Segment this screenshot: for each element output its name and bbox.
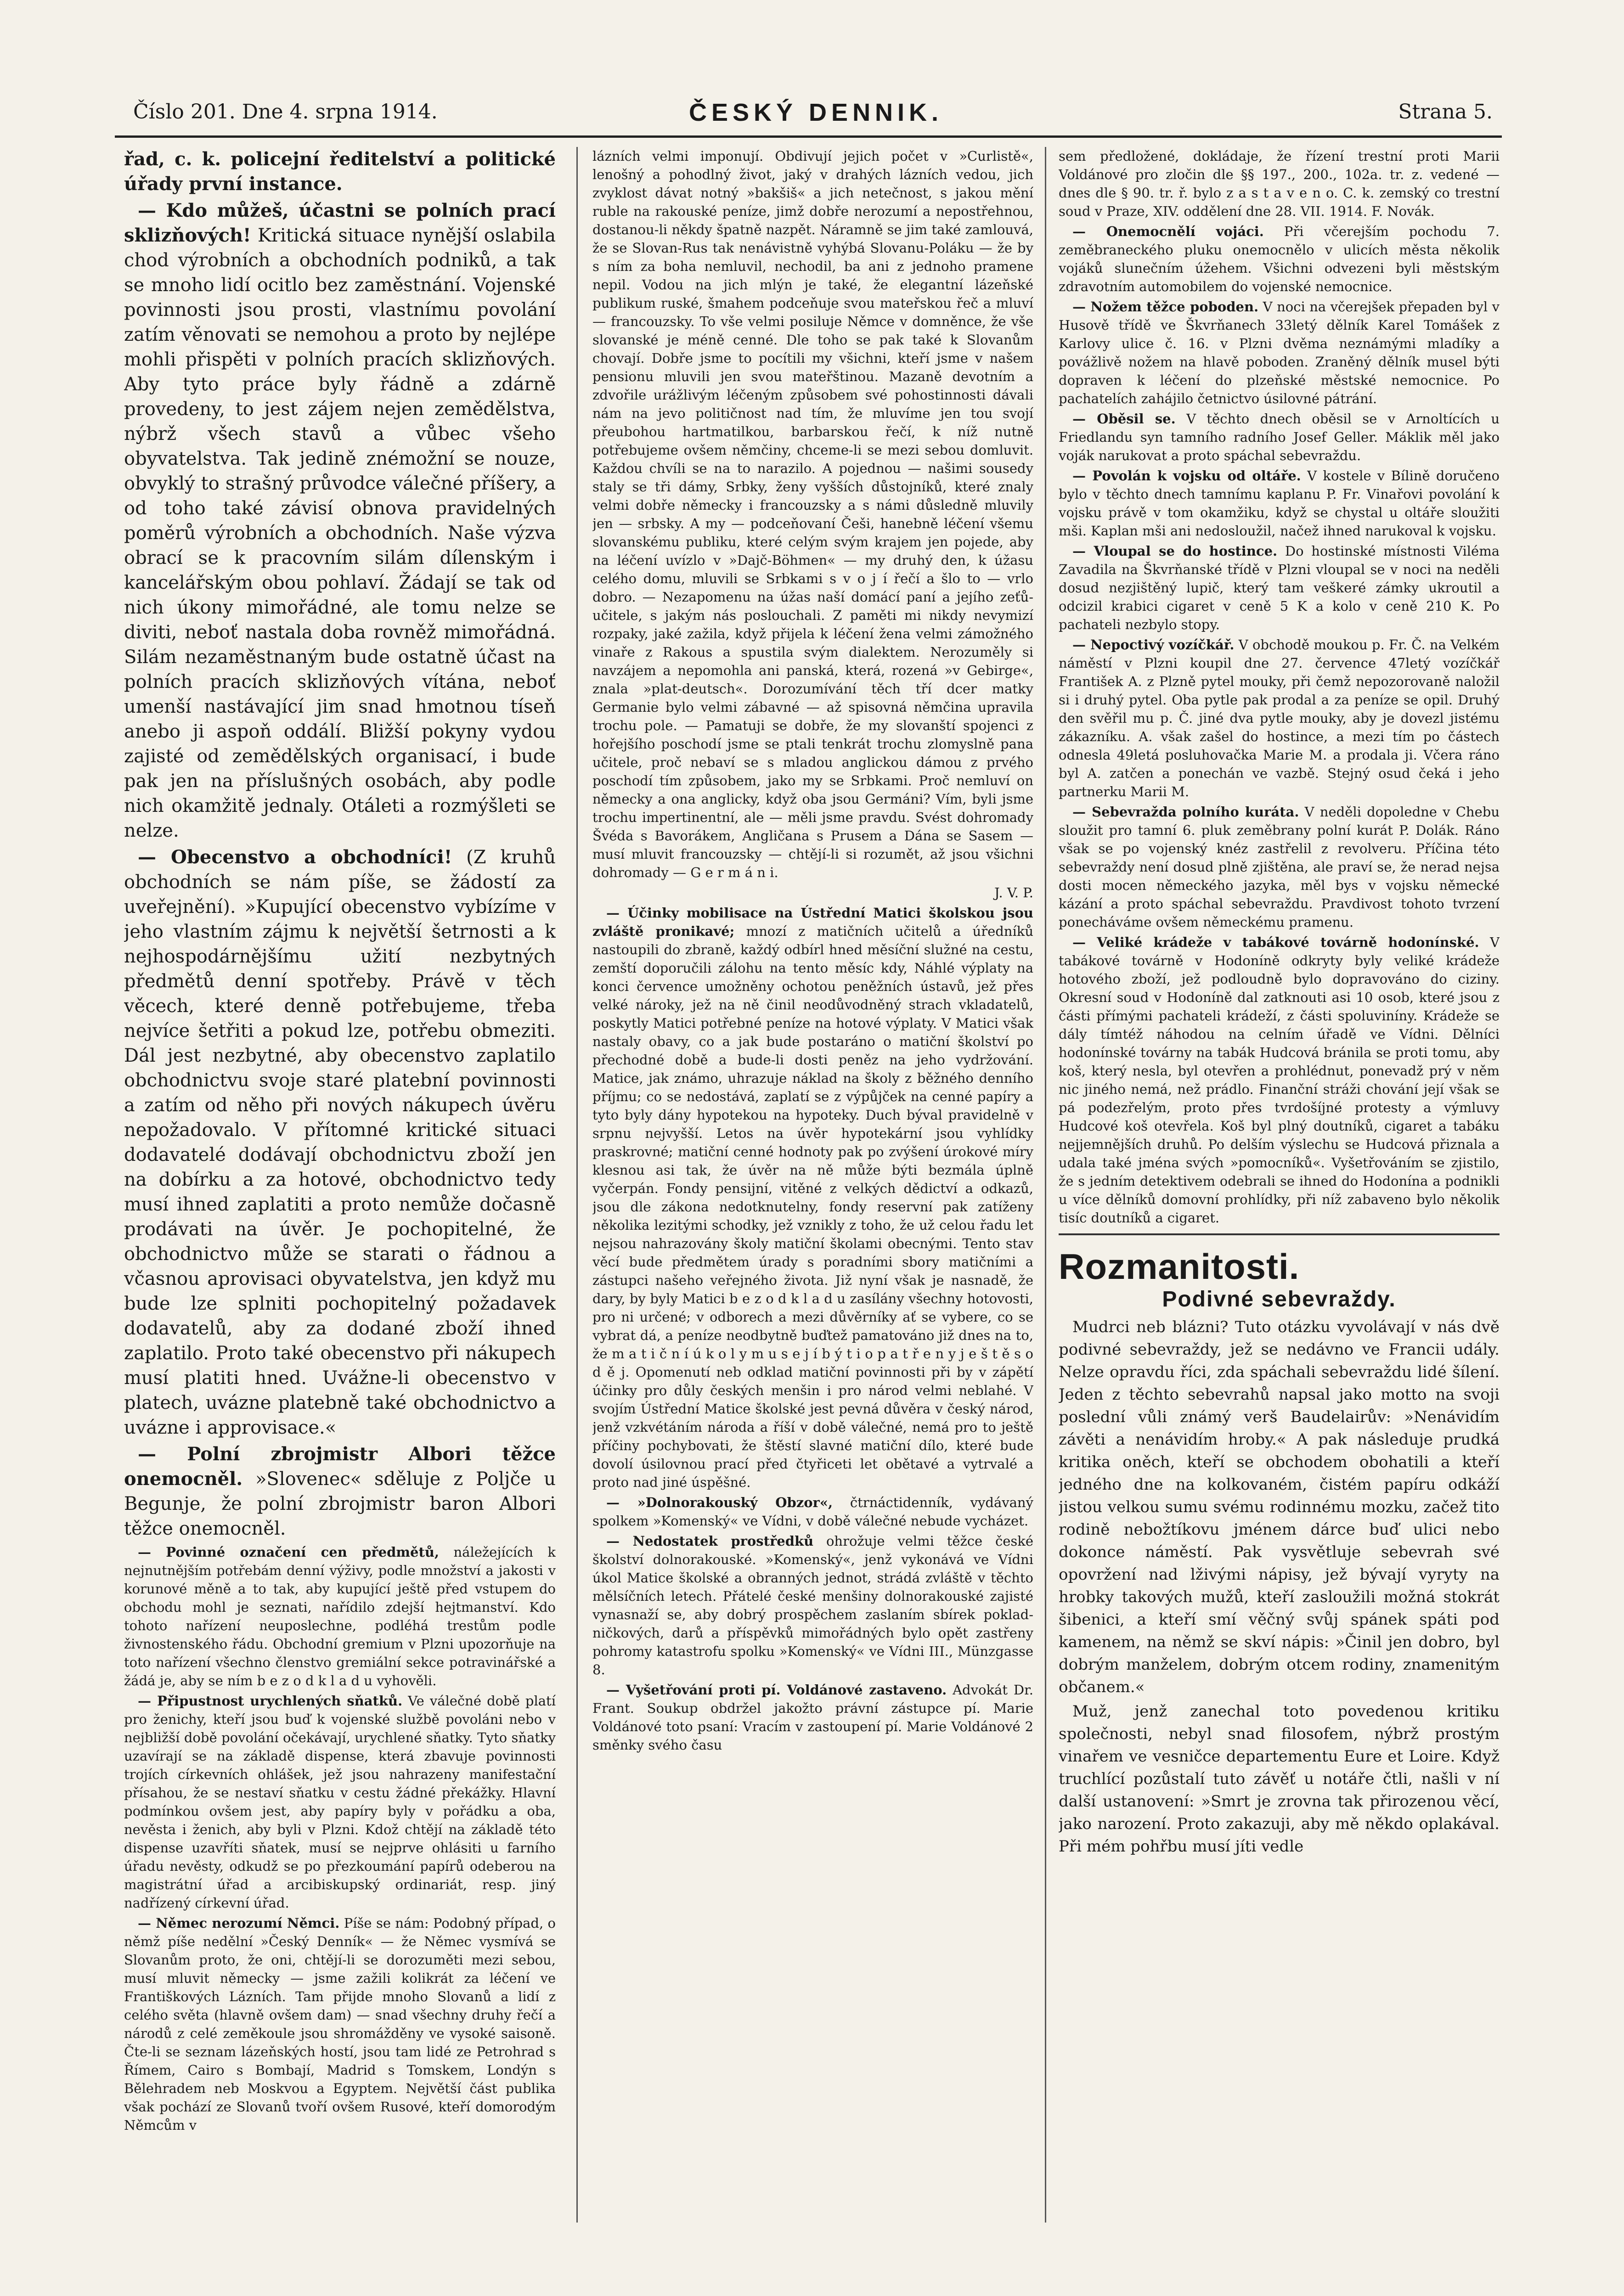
masthead bbox=[115, 92, 1502, 138]
article-text: V neděli dopoledne v Chebu sloužit pro tamní 6. pluk zeměbrany polní kurát P. Dolák. Ráno však se po vojenský knéz zastřelil z revolveru. Příčina této sebevraždy není dosud plně zjištěna, ale praví se, že nerad nejsa dosti mocen německého jazyka, měl bys v vojsku německé kázání a proto spáchal sebevraždu. Pravdivost tohoto tvrzení ponecháváme ovšem německému pramenu. bbox=[1059, 804, 1500, 930]
article-text: V těchto dnech oběsil se v Arnoltících u Friedlandu syn tamního radního Josef Geller. Máklik měl jako voják narukovat a proto spáchal sebevraždu. bbox=[1059, 411, 1500, 463]
article-text: V obchodě moukou p. Fr. Č. na Velkém náměstí v Plzni koupil dne 27. července 47letý vozíčkář František A. z Plzně pytel mouky, při čemž nepozorovaně naložil si i druhý pytel. Oba pytle pak prodal a za peníze se opil. Druhý den svěřil mu p. Č. jiné dva pytle mouky, aby je dovezl jistému zákazníku. A. však zašel do hostince, a mezi tím po částech odnesla 49letá posluhovačka Marie M. a prodala ji. Včera ráno byl A. zatčen a ponechán ve vazbě. Stejný osud čeká i jeho partnerku Marii M. bbox=[1059, 637, 1500, 799]
article-heading: — Povinné označení cen předmětů, bbox=[138, 1544, 440, 1560]
section-divider bbox=[1059, 1233, 1500, 1235]
article-heading: — Vloupal se do hostince. bbox=[1072, 543, 1278, 559]
article-text: Ve válečné době platí pro ženichy, kteří jsou buď k vojenské službě povoláni nebo v nejbližší době povolání očekávají, urychlené sňatky. Tyto sňatky uzavírají se na základě dispense, která zbavuje povinnosti trojích církevních ohlášek, jež jsou nahrazeny manifestační přísahou, že se nestaví sňatku v cestu žádné překážky. Hlavní podmínkou ovšem jest, aby papíry byly v pořádku a oba, nevěsta i ženich, aby byli v Plzni. Kdož chtějí na základě této dispense uzavříti sňatek, musí se nejprve ohlásiti u farního úřadu nevěsty, odkudž se po přezkoumání papírů odeberou na magistrátní úřad a arcibiskupský ordinariát, resp. jiný nadřízený církevní úřad. bbox=[124, 1693, 556, 1911]
article-heading: — Obecenstvo a obchodníci! bbox=[138, 846, 452, 868]
article-text: Do hostinské místnosti Viléma Zavadila na Škvrňanské třídě v Plzni vloupal se v noci na neděli dosud nezjištěný lupič, který tam veškeré zámky ukroutil a odcizil krabici cigaret v ceně 5 K a kolo v ceně 210 K. Po pachateli nezbylo stopy. bbox=[1059, 543, 1500, 632]
article-body bbox=[124, 845, 556, 1440]
issue-date: Číslo 201. Dne 4. srpna 1914. bbox=[133, 100, 438, 124]
article-body bbox=[1059, 467, 1500, 540]
article-heading: — Sebevražda polního kuráta. bbox=[1072, 804, 1299, 820]
article-body bbox=[124, 1914, 556, 2134]
newspaper-title: ČESKÝ DENNIK. bbox=[689, 99, 943, 126]
article-text: (Z kruhů obchodních se nám píše, se žádostí za uveřejnění). »Kupující obecenstvo vybízíme v jeho vlastním zájmu k největší šetrnosti a k nejhospodárnějšímu užití nezbytných předmětů denní spotřeby. Právě v těch věcech, které denně potřebujeme, třeba nejvíce šetřiti a pokud lze, potřebu obmeziti. Dál jest nezbytné, aby obecenstvo zaplatilo obchodnictvu svoje staré platební povinnosti a zatím od něho při nových nákupech úvěru nepožadovalo. V přítomné kritické situaci dodavatelé dodávají obchodnictvu zboží jen na dobírku a za hotové, obchodnictvo tedy musí ihned zaplatiti a proto nemůže dočasně prodávati na úvěr. Je pochopitelné, že obchodnictvo může se starati o řádnou a včasnou aprovisaci obyvatelstva, jen když mu bude lze splniti pochopitelný požadavek dodavatelů, aby za dodané zboží ihned zaplatilo. Proto také obecenstvo při nákupech musí platiti hned. Uvážne-li obecenstvo v platech, uvázne platebně také obchodnictvo a uvázne i approvisace.« bbox=[124, 847, 556, 1438]
article-body bbox=[592, 904, 1033, 1491]
article-heading: — Vyšetřování proti pí. Voldánové zastaveno. bbox=[606, 1682, 947, 1698]
article-body bbox=[1059, 803, 1500, 931]
article-text: mnozí z matičních učitelů a úředníků nastoupili do zbraně, každý odbírl hned měsíční služné na cestu, zemští doporučili zálohu na tento měsíc kdy, Náhlé výplaty na konci července umožněny ochotou peněžních ústavů, jež přes velké nároky, jež na ně činil neodůvodněný strach vkladatelů, poskytly Matici potřebné peníze na hotové výplaty. V Matici však nastaly obavy, co a jak bude postaráno o matiční školství po přechodné době a bude-li dosti peněz na jeho vydržování. Matice, jak známo, uhrazuje náklad na školy z běžného denního příjmu; co se nedostává, zaplatí se z výpůjček na cenné papíry a tyto byly dány hypotekou na hypoteky. Duch býval pravidelně v srpnu nejvyšší. Letos na úvěr hypotekární jsou vyhlídky praskrovné; matiční cenné hodnoty pak po zvýšení úrokové míry klesnou asi tak, že úvěr na ně může býti bezmála úplně vyčerpán. Fondy pensijní, vitěné z velkých dědictví a odkazů, jsou dle zákona nedotknutelny, fondy reservní pak zatíženy několika lezitými schodky, jež vznikly z toho, že už celou řadu let nejsou nahrazovány školy matiční školami obecnými. Tento stav věcí bude předmětem úrady s poradními sbory matičními a zástupci našeho veřejného života. Již nyní však je nasnadě, že dary, by byly Matici b e z o d k l a d u zasílány všechny hotovosti, pro ni určené; v odborech a mezi důvěrníky ať se vybere, co se vybrat dá, a peníze neodbytně buďtež pamatováno již dnes na to, že m a t i č n í ú k o l y m u s e j í b ý t i o p a t ř e n y j e š t ě s o d ě j. Opomenutí neb odklad matiční povinnosti při by v zápětí účinky pro důly českých menšin i pro národ velmi neblahé. V svojím Ústřední Matice školské jest pevná důvěra v český národ, jenž vzkvétáním národa a říší v době válečné, nemá pro to ještě příčiny pochybovati, že štěstí slavné matiční dílo, které bude dovolí úsilovnou prací před čtyřiceti let obětavé a vytrvalé a proto nad jiné úspěšné. bbox=[592, 923, 1033, 1490]
article-text: Kritická situace nynější oslabila chod výrobních a obchodních podniků, a tak se mnoho lidí ocitlo bez zaměstnání. Vojenské povinnosti jsou prosti, vlastnímu povolání zatím věnovati se nemohou a proto by nejlépe mohli přispěti v polních pracích sklizňových. Aby tyto práce byly řádně a zdárně provedeny, to jest zájem nejen zemědělstva, nýbrž všech stavů a vůbec všeho obyvatelstva. Tak jedině znémožní se nouze, obvyklý to strašný průvodce válečné příšery, a od toho také závisí obnova pravidelných poměrů výrobních a obchodních. Naše výzva obrací se k pracovním silám dílenským i kancelářským obou pohlaví. Žádají se tak od nich úkony mimořádné, ale tomu nelze se diviti, neboť nastala doba rovněž mimořádná. Silám nezaměstnaným bude ostatně účast na polních pracích sklizňových vítána, neboť umenší nastávající jim snad hmotnou tíseň anebo ji aspoň oddálí. Bližší pokyny vydou zajisté od zemědělských organisací, i bude pak jen na příslušných osobách, aby podle nich okamžitě jednaly. Otáleti a rozmýšleti se nelze. bbox=[124, 225, 556, 841]
article-body bbox=[1059, 410, 1500, 465]
article-text: V kostele v Bílině doručeno bylo v těchto dnech tamnímu kaplanu P. Fr. Vinařovi povolání k vojsku právě v tom okamžiku, když se chystal u oltáře sloužiti mši. Kaplan mši ani nedosloužil, načež ihned narukoval k vojsku. bbox=[1059, 468, 1500, 539]
article-body bbox=[1059, 933, 1500, 1227]
article-body bbox=[124, 198, 556, 843]
article-body bbox=[1059, 636, 1500, 801]
section-title: Rozmanitosti. bbox=[1059, 1246, 1300, 1287]
article-text: čtrnáctidenník, vydávaný spolkem »Komenský« ve Vídni, v době válečné nebude vycházet. bbox=[592, 1495, 1033, 1529]
newspaper-page bbox=[115, 92, 1502, 2232]
article-title: Podivné sebevraždy. bbox=[1162, 1287, 1396, 1311]
article-heading: — »Dolnorakouský Obzor«, bbox=[606, 1495, 833, 1510]
article-signature: J. V. P. bbox=[994, 885, 1033, 900]
article-text: sem předložené, dokládaje, že řízení trestní proti Marii Voldánové pro zločin dle §§ 197., 200., 102a. tr. z. vedené — dnes dle § 90. tr. ř. bylo z a s t a v e n o. C. k. zemský co trestní soud v Praze, XIV. oddělení dne 28. VII. 1914. F. Novák. bbox=[1059, 148, 1500, 219]
article-heading: — Polní zbrojmistr Albori těžce onemocněl. bbox=[124, 1443, 556, 1490]
article-body bbox=[592, 1493, 1033, 1530]
article-heading: — Onemocnělí vojáci. bbox=[1072, 224, 1264, 239]
article-heading: — Kdo můžeš, účastni se polních prací sklizňových! bbox=[124, 200, 556, 246]
article-heading: — Nožem těžce poboden. bbox=[1072, 299, 1259, 315]
article-text: Muž, jenž zanechal toto povedenou kritiku společnosti, nebyl snad filosofem, nýbrž prostým vinařem ve vesničce departementu Eure et Loire. Když truchlící pozůstalí tuto závěť u notáře čtli, našli v ní další ustanovení: »Smrt je zrovna tak přirozenou věcí, jako narození. Proto zakazuji, aby mě někdo oplakával. Při mém pohřbu musí jíti vedle bbox=[1059, 1702, 1500, 1856]
page-number: Strana 5. bbox=[1398, 100, 1493, 124]
article-body bbox=[124, 1442, 556, 1541]
article-heading: — Veliké krádeže v tabákové továrně hodonínské. bbox=[1072, 934, 1479, 950]
column-divider bbox=[1045, 147, 1046, 2223]
article-heading: — Němec nerozumí Němci. bbox=[138, 1915, 340, 1931]
article-text: V tabákové továrně v Hodoníně odkryty byly veliké krádeže hotového zboží, jež podloudně bylo dopravováno do ciziny. Okresní soud v Hodoníně dal zatknouti asi 10 osob, které jsou z části přímými pachateli krádeží, z části spoluviníny. Krádeže se dály tímtéž náhodou na celním úřadě ve Vídni. Dělníci hodonínské továrny na tabák Hudcová bránila se proti tomu, aby koš, který nesla, byl otevřen a prohlédnut, ponevadž prý v něm nic jiného nemá, než prádlo. Finanční stráži chování její však se pá podezřelým, proto přes tvrdošíjné protesty a výmluvy Hudcové koš otevřela. Koš byl plný doutníků, cigaret a tabáku nejjemnějších druhů. Po delším výslechu se Hudcová přiznala a udala také jména svých »pomocníků«. Vyšetřováním se zjistilo, že s jedním detektivem odebrali se ihned do Hodonína a podnikli u více dělníků domovní prohlídky, při níž zabaveno bylo několik tisíc doutníků a cigaret. bbox=[1059, 934, 1500, 1226]
column-divider bbox=[576, 147, 578, 2223]
article-text: Píše se nám: Podobný případ, o němž píše nedělní »Český Denník« — že Němec vysmívá se Slovanům proto, že oni, chtějí-li se dorozuměti mezi sebou, musí mluvit německy — jsme zažili kolikrát za léčení ve Františkových Lázních. Tam přijde mnoho Slovanů a lidí z celého světa (hlavně ovšem dam) — snad všechny druhy řečí a národů z celé zeměkoule jsou shromážděny ve vysoké saisoně. Čte-li se seznam lázeňských hostí, jsou tam lidé ze Petrohrad s Římem, Cairo s Bombají, Madrid s Tomskem, Londýn s Bělehradem neb Moskvou a Egyptem. Největší část publika však pochází ze Slovanů tvoří ovšem Rusové, kteří domorodým Němcům v bbox=[124, 1915, 556, 2133]
article-body bbox=[1059, 222, 1500, 296]
article-text: Mudrci neb blázni? Tuto otázku vyvolávají v nás dvě podivné sebevraždy, jež se nedávno ve Francii udály. Nelze opravdu říci, zda spáchali sebevraždu lidé šílení. Jeden z těchto sebevrahů napsal jako motto na svoji poslední vůli známý verš Baudelairův: »Nenávidím závěti a nenávidím hroby.« A pak následuje prudká kritika oněch, kteří se obchodem obohatili a kteří jedného dne na kolkovaném, čistém papíru odkáží jistou velkou sumu svému rodinnému mozku, začež tito rodině nebožtíkovu jménem dárce buď ulici nebo dokonce náměstí. Pak vysvětluje sebevrah své opovržení nad lživými nápisy, jež bývají vyryty na hrobky takových mužů, kteří zasloužili možná stokrát šibenici, a kteří smí věčný svůj spánek spáti pod kamenem, na němž se skví nápis: »Činil jen dobro, byl dobrým manželem, dobrým otcem rodiny, znamenitým občanem.« bbox=[1059, 1318, 1500, 1696]
article-text: náležejících k nejnutnějším potřebám denní výživy, podle množství a jakosti v korunové měně a to tak, aby kupující ještě před vstupem do obchodu mohl je seznati, nařídilo zdejší hejtmanství. Kdo tohoto nařízení neuposlechne, podléhá trestům podle živnostenského řádu. Obchodní gremium v Plzni upozorňuje na toto nařízení všechno členstvo gremiální sekce potravinářské a žádá je, aby se ním b e z o d k l a d u vyhověli. bbox=[124, 1544, 556, 1688]
article-text: Při včerejším pochodu 7. zeměbraneckého pluku onemocnělo v ulicích města několik vojáků slunečním úžehem. Všichni odvezeni byli městským zdravotním automobilem do vojenské nemocnice. bbox=[1059, 224, 1500, 294]
article-heading: — Účinky mobilisace na Ústřední Matici školskou jsou zvláště pronikavé; bbox=[592, 905, 1033, 939]
article-body bbox=[1059, 542, 1500, 634]
article-text: řad, c. k. policejní ředitelství a politické úřady první instance. bbox=[124, 148, 556, 195]
article-body bbox=[124, 1692, 556, 1912]
article-heading: — Oběsil se. bbox=[1072, 411, 1176, 427]
article-heading: — Nepoctivý vozíčkář. bbox=[1072, 637, 1235, 653]
article-text: Advokát Dr. Frant. Soukup obdržel jakožto právní zástupce pí. Marie Voldánové toto psaní: Vracím v zastoupení pí. Marie Voldánové 2 směnky svého času bbox=[592, 1682, 1033, 1753]
article-text: lázních velmi imponují. Obdivují jejich počet v »Curlistě«, lenošný a pohodlný život, jaký v drahých lázních vedou, jich zvyklost dávat notný »bakšiš« a jich netečnost, s jakou mění ruble na rakouské peníze, jimž dobře nerozumí a nepostřehnou, dostanou-li někdy špatně nazpět. Náramně se jim také zamlouvá, že se Slovan-Rus tak nenávistně vyhýbá Slovanu-Poláku — že by s ním za boha nemluvil, nechodil, ba ani z jednoho pramene nepil. Vodou na jich mlýn je také, že elegantní lázeňské publikum ruské, šmahem podceňuje svou mateřskou řeč a mluví — francouzsky. To vše velmi posiluje Němce v domněnce, že vše slovanské je méně cenné. Dle toho se pak také k Slovanům chovají. Dobře jsme to pocítili my všichni, kteří jsme v našem pensionu mluvili jen svou mateřštinou. Mazaně devotním a zdvořile urážlivým léčeným způsobem své pohostinnosti dávali nám na jevo političnost nad tím, že mluvíme jen tou svojí přeubohou hartmatilkou, barbarskou řečí, k níž nutně potřebujeme ovšem němčiny, chceme-li se mezi sebou domluvit. Každou chvíli se na to narazilo. A pojednou — našimi sousedy staly se tři dámy, Srbky, ženy vyšších důstojníků, které znaly velmi dobře německy i francouzsky a s námi důsledně mluvily jen — srbsky. A my — podceňovaní Češi, hanebně léčení všemu slovanskému publiku, které celým svým krajem jen pojede, aby na léčení uvízlo v »Dajč-Böhmen« — my druhý den, k úžasu celého domu, mluvili se Srbkami s v o j í řečí a šlo to — vrlo dobro. — Nezapomenu na úžas naší domácí paní a jejího zeťů-učitele, s jakým nás poslouchali. Z paměti mi nikdy nevymizí rozpaky, jaké zažila, když přijela k léčení žena velmi zámožného vinaře z Rakous a spustila svým dialektem. Nerozuměly si navzájem a nepomohla ani panská, která, rozená »v Gebirge«, znala »plat-deutsch«. Dorozumívání těch tří dcer matky Germanie bylo velmi zábavné — až spisovná němčina upravila trochu pole. — Pamatuji se dobře, že my slovanští spojenci z hořejšího poschodí jsme se ptali tenkrát trochu zlomyslně pana učitele, proč nebaví se s mladou anglickou dámou z prvého poschodí tím způsobem, jako my se Srbkami. Proč nemluví on německy a ona anglicky, když oba jsou Germáni? Vím, byli jsme trochu impertinentní, ale — měli jsme pravdu. Svést dohromady Švéda s Bavorákem, Angličana s Prusem a Dána se Sasem — musí mluvit francouzsky — chtějí-li si rozumět, až jsou všichni dohromady — G e r m á n i. bbox=[592, 148, 1033, 880]
article-text: ohrožuje velmi těžce české školství dolnorakouské. »Komenský«, jenž vykonává ve Vídni úkol Matice školské a obranných jednot, strádá zvláště v těchto mělsíčních letech. Přátelé české menšiny dolnorakouské zajisté vynasnaží se, aby dobrý prospěchem zaslaním sbírek poklad-ničkových, darů a příspěvků mimořádných bylo opět zastřeny pohromy katastrofu spolku »Komenský« ve Vídni III., Münzgasse 8. bbox=[592, 1533, 1033, 1677]
article-heading: — Nedostatek prostředků bbox=[606, 1533, 814, 1549]
column-2 bbox=[592, 147, 1033, 2232]
column-3 bbox=[1059, 147, 1500, 2232]
article-heading: — Povolán k vojsku od oltáře. bbox=[1072, 468, 1301, 484]
article-text: »Slovenec« sděluje z Poljče u Begunje, že polní zbrojmistr baron Albori těžce onemocněl. bbox=[124, 1469, 556, 1539]
article-heading: — Připustnost urychlených sňatků. bbox=[138, 1693, 403, 1709]
article-body bbox=[124, 1543, 556, 1690]
column-1 bbox=[124, 147, 556, 2232]
article-body bbox=[1059, 298, 1500, 408]
article-body bbox=[592, 1532, 1033, 1679]
article-body bbox=[592, 1681, 1033, 1754]
article-text: V noci na včerejšek přepaden byl v Husově třídě ve Škvrňanech 33letý dělník Karel Tomášek z Karlovy ulice č. 16. v Plzni dvěma neznámými mladíky a povážlivě nožem na hlavě poboden. Zraněný dělník musel býti dopraven k léčení do plzeňské městské nemocnice. Po pachatelích zahájilo četnictvo úsilovné pátrání. bbox=[1059, 299, 1500, 406]
